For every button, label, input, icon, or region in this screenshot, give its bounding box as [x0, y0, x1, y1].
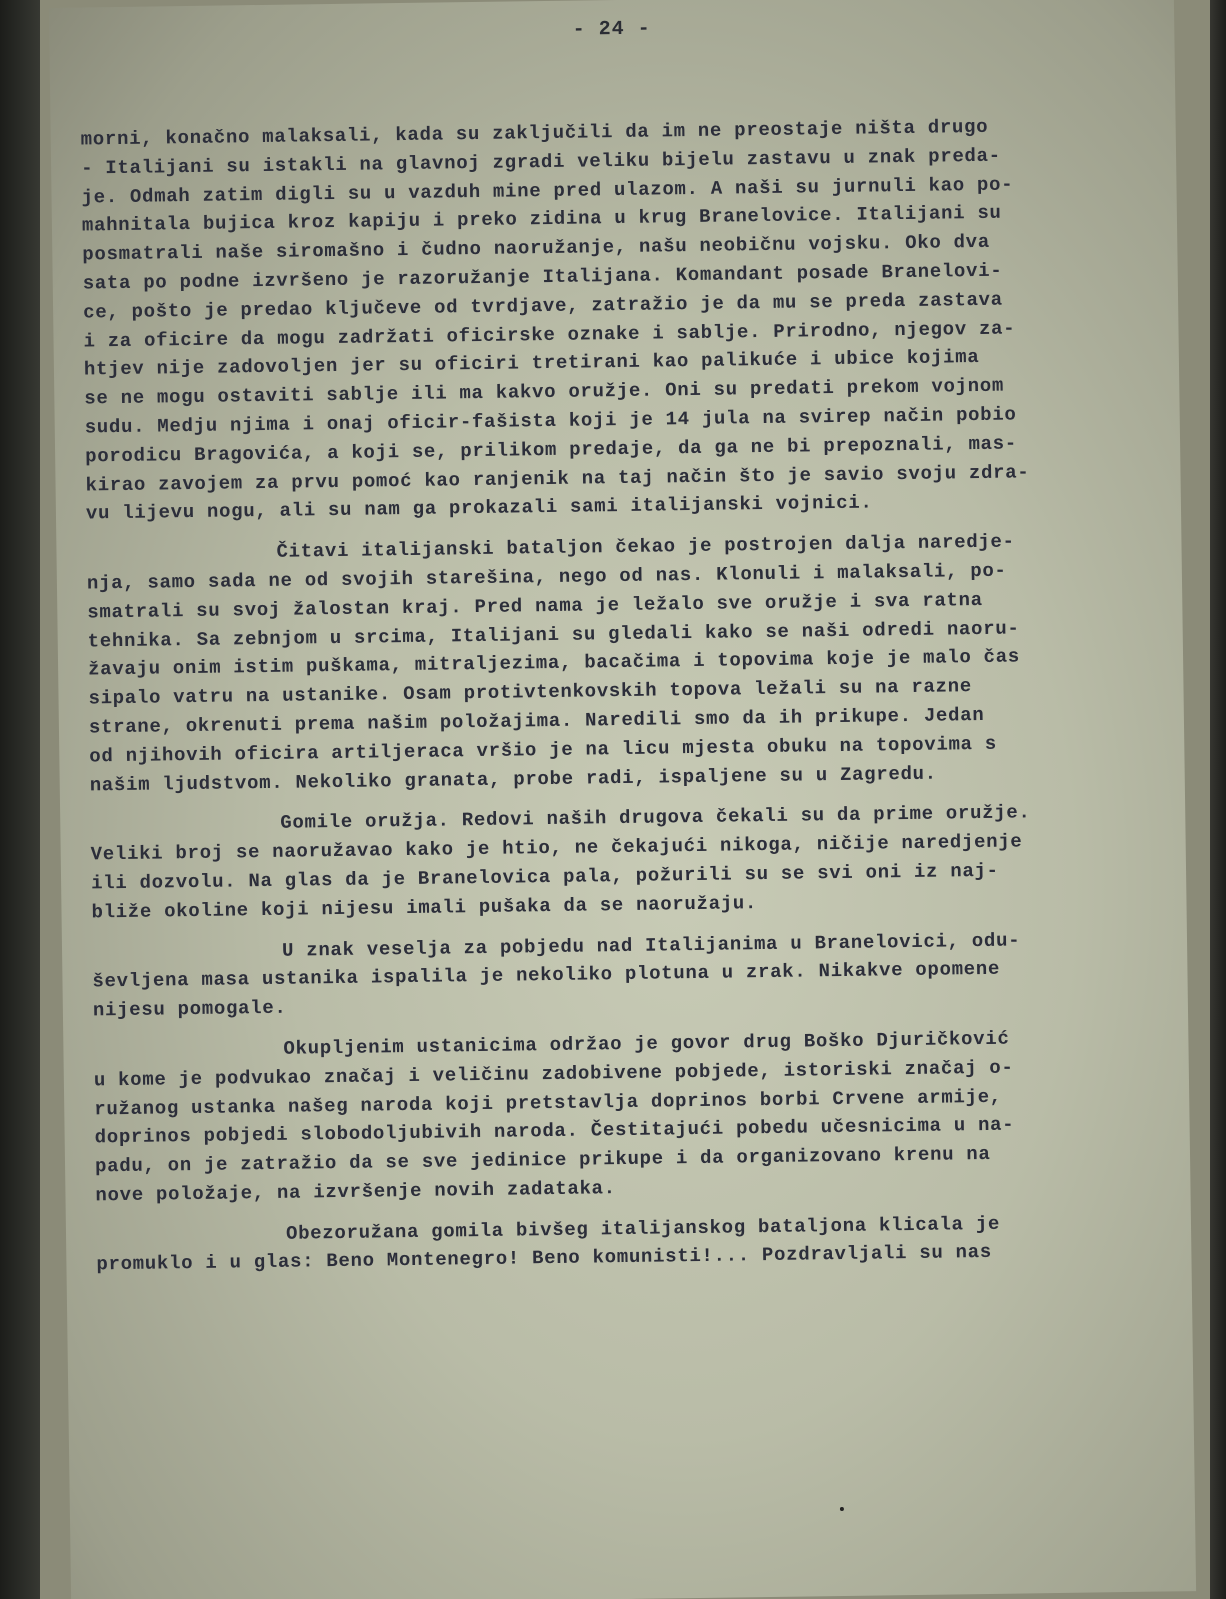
text-line: Okupljenim ustanicima održao je govor drug Boško Djuričković [283, 1027, 1010, 1060]
text-line: nove položaje, na izvršenje novih zadataka. [95, 1177, 616, 1207]
text-line: bliže okoline koji nijesu imali pušaka da se naoružaju. [91, 891, 758, 924]
ink-dot [840, 1507, 844, 1511]
text-line: sipalo vatru na ustanike. Osam protivtenkovskih topova ležali su na razne [88, 675, 973, 710]
typewritten-page [49, 0, 1196, 1599]
paragraph [93, 1024, 1050, 1210]
text-line: mahnitala bujica kroz kapiju i preko zidina u krug Branelovice. Italijani su [81, 202, 1002, 237]
text-line: ružanog ustanka našeg naroda koji pretstavlja doprinos borbi Crvene armije, [94, 1085, 1002, 1120]
text-line: doprinos pobjedi slobodoljubivih naroda. Čestitajući pobedu učesnicima u na- [94, 1113, 1015, 1149]
text-line: morni, konačno malaksali, kada su zaključili da im ne preostaje ništa drugo [80, 115, 989, 151]
text-line: - Italijani su istakli na glavnoj zgradi veliku bijelu zastavu u znak preda- [80, 144, 1001, 180]
page-body [81, 112, 1052, 1280]
paragraph [96, 1209, 1052, 1280]
text-line: promuklo i u glas: Beno Montenegro! Beno komunisti!... Pozdravljali su nas [96, 1241, 993, 1276]
text-line: Gomile oružja. Redovi naših drugova čekali su da prime oružje. [280, 801, 1031, 835]
paragraph [81, 112, 1042, 528]
text-line: našim ljudstvom. Nekoliko granata, probe radi, ispaljene su u Zagredu. [89, 762, 937, 796]
text-line: u kome je podvukao značaj i veličinu zadobivene pobjede, istoriski značaj o- [93, 1056, 1014, 1092]
text-line: ce, pošto je predao ključeve od tvrdjave, zatražio je da mu se preda zastava [82, 288, 1003, 324]
text-line: posmatrali naše siromašno i čudno naoružanje, našu neobičnu vojsku. Oko dva [82, 231, 991, 266]
text-line: sudu. Medju njima i onaj oficir-fašista koji je 14 jula na svirep način pobio [84, 403, 1017, 439]
text-line: kirao zavojem za prvu pomoć kao ranjenik na taj način što je savio svoju zdra- [85, 460, 1030, 497]
text-line: je. Odmah zatim digli su u vazduh mine pred ulazom. A naši su jurnuli kao po- [81, 173, 1014, 209]
text-line: Čitavi italijanski bataljon čekao je postrojen dalja naredje- [276, 530, 1015, 563]
text-line: Obezoružana gomila bivšeg italijanskog bataljona klicala je [285, 1212, 1001, 1245]
paragraph [90, 798, 1047, 927]
text-line: se ne mogu ostaviti sablje ili ma kakvo oružje. Oni su predati prekom vojnom [84, 374, 1005, 410]
text-line: vu lijevu nogu, ali su nam ga prokazali sami italijanski vojnici. [85, 491, 873, 525]
text-line: htjev nije zadovoljen jer su oficiri tretirani kao palikuće i ubice kojima [83, 346, 980, 381]
text-line: i za oficire da mogu zadržati oficirske oznake i sablje. Prirodno, njegov za- [83, 317, 1016, 353]
page-number: - 24 - [572, 17, 651, 42]
paragraph [92, 926, 1048, 1026]
text-line: Veliki broj se naoružavao kako je htio, ne čekajući nikoga, ničije naredjenje [90, 830, 1023, 866]
text-line: ševljena masa ustanika ispalila je nekoliko plotuna u zrak. Nikakve opomene [92, 958, 1001, 993]
text-line: od njihovih oficira artiljeraca vršio je na licu mjesta obuku na topovima s [89, 732, 998, 768]
text-line: nja, samo sada ne od svojih starešina, nego od nas. Klonuli i malaksali, po- [86, 559, 1007, 595]
text-line: ili dozvolu. Na glas da je Branelovica pala, požurili su se svi oni iz naj- [90, 859, 999, 895]
text-line: smatrali su svoj žalostan kraj. Pred nama je ležalo sve oružje i sva ratna [87, 588, 983, 624]
text-line: U znak veselja za pobjedu nad Italijanima u Branelovici, odu- [281, 928, 1021, 962]
text-line: tehnika. Sa zebnjom u srcima, Italijani su gledali kako se naši odredi naoru- [87, 616, 1020, 652]
text-line: porodicu Bragovića, a koji se, prilikom predaje, da ga ne bi prepoznali, mas- [85, 432, 1018, 468]
text-line: sata po podne izvršeno je razoružanje Italijana. Komandant posade Branelovi- [82, 259, 1003, 295]
text-line: žavaju onim istim puškama, mitraljezima, bacačima i topovima koje je malo čas [87, 645, 1021, 681]
text-line: nijesu pomogale. [92, 996, 287, 1022]
text-line: padu, on je zatražio da se sve jedinice prikupe i da organizovano krenu na [94, 1142, 991, 1178]
text-line: strane, okrenuti prema našim položajima. Naredili smo da ih prikupe. Jedan [88, 703, 985, 739]
paragraph [86, 527, 1045, 799]
